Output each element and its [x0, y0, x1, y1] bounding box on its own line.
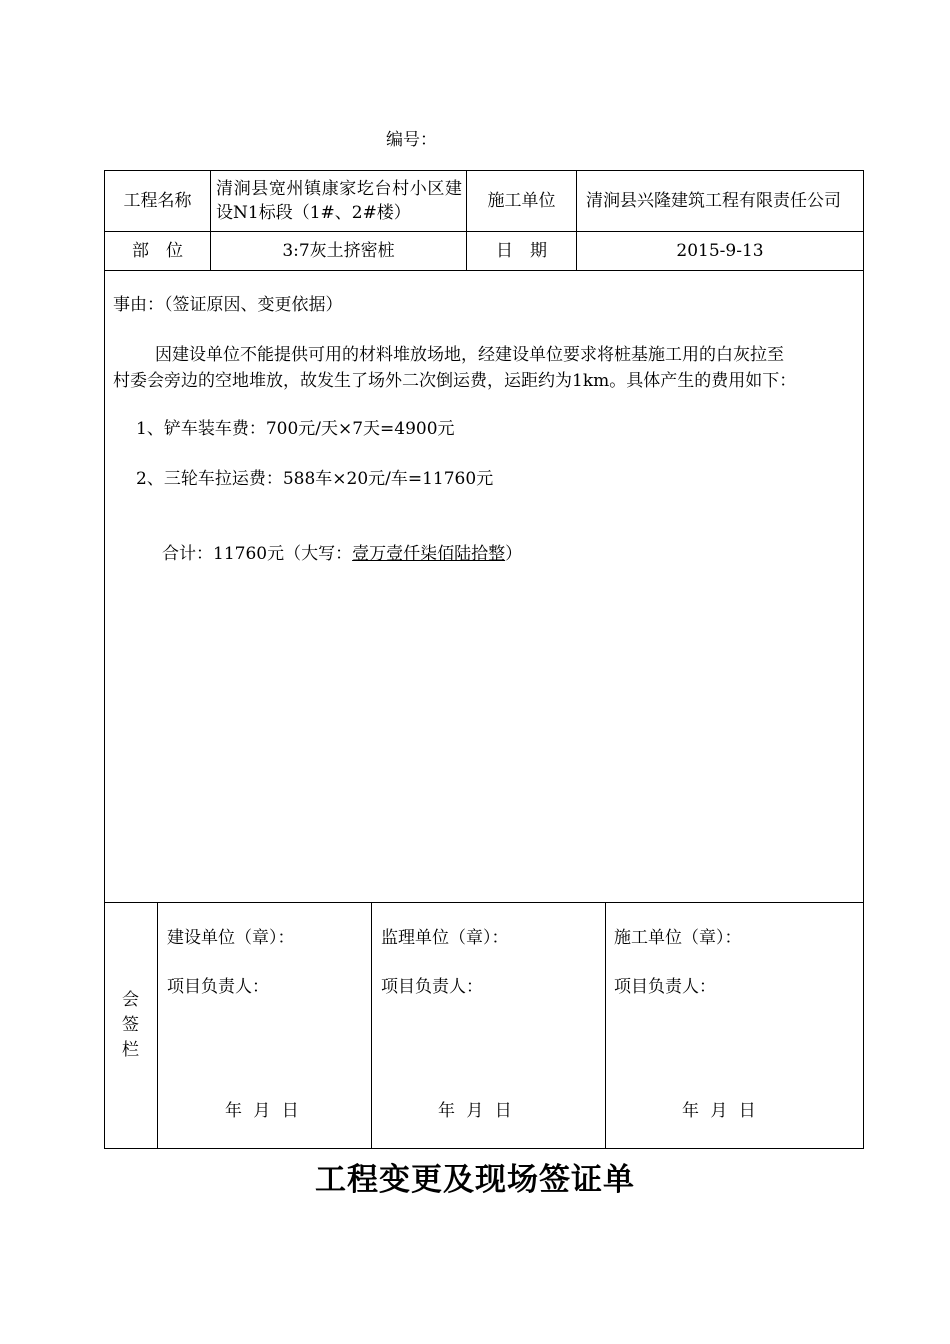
cost-item: 1、铲车装车费：700元/天×7天=4900元	[136, 419, 455, 439]
signoff-side-char: 签	[122, 1015, 139, 1035]
serial-number-label: 编号：	[386, 130, 437, 150]
part-label: 部 位	[132, 241, 183, 261]
row-divider	[104, 902, 864, 903]
document-title: 工程变更及现场签证单	[315, 1162, 635, 1198]
cost-item: 2、三轮车拉运费：588车×20元/车=11760元	[136, 469, 494, 489]
cost-total-prefix: 合计：11760元（大写：	[162, 544, 353, 564]
contractor-project-leader: 项目负责人：	[614, 977, 716, 997]
date-value: 2015-9-13	[676, 241, 764, 261]
part-value: 3:7灰土挤密桩	[282, 241, 395, 261]
signoff-side-label	[104, 988, 157, 1063]
cost-total	[162, 541, 522, 567]
contractor-unit-seal: 施工单位（章）：	[614, 928, 742, 948]
cost-total-in-words: 壹万壹仟柒佰陆拾整	[352, 544, 506, 564]
owner-unit-seal: 建设单位（章）：	[167, 928, 295, 948]
supervisor-unit-seal: 监理单位（章）：	[381, 928, 509, 948]
cost-total-suffix: ）	[505, 544, 523, 564]
project-name-value: 清涧县宽州镇康家圪台村小区建设N1标段（1#、2#楼）	[216, 179, 462, 223]
owner-sign-date: 年 月 日	[225, 1101, 302, 1121]
row-divider	[104, 270, 864, 271]
signoff-side-char: 栏	[122, 1040, 139, 1060]
date-label: 日 期	[496, 241, 547, 261]
reason-heading: 事由：（签证原因、变更依据）	[113, 295, 343, 315]
column-divider	[605, 902, 606, 1149]
column-divider	[371, 902, 372, 1149]
supervisor-sign-date: 年 月 日	[438, 1101, 515, 1121]
project-name-label: 工程名称	[123, 191, 192, 211]
contractor-label: 施工单位	[487, 191, 556, 211]
owner-project-leader: 项目负责人：	[167, 977, 269, 997]
reason-paragraph-line: 因建设单位不能提供可用的材料堆放场地，经建设单位要求将桩基施工用的白灰拉至	[155, 345, 784, 365]
column-divider	[157, 902, 158, 1149]
signoff-side-char: 会	[122, 990, 139, 1010]
contractor-value: 清涧县兴隆建筑工程有限责任公司	[586, 191, 841, 211]
contractor-sign-date: 年 月 日	[682, 1101, 759, 1121]
supervisor-project-leader: 项目负责人：	[381, 977, 483, 997]
reason-paragraph-line: 村委会旁边的空地堆放，故发生了场外二次倒运费，运距约为1km。具体产生的费用如下：	[113, 371, 797, 391]
